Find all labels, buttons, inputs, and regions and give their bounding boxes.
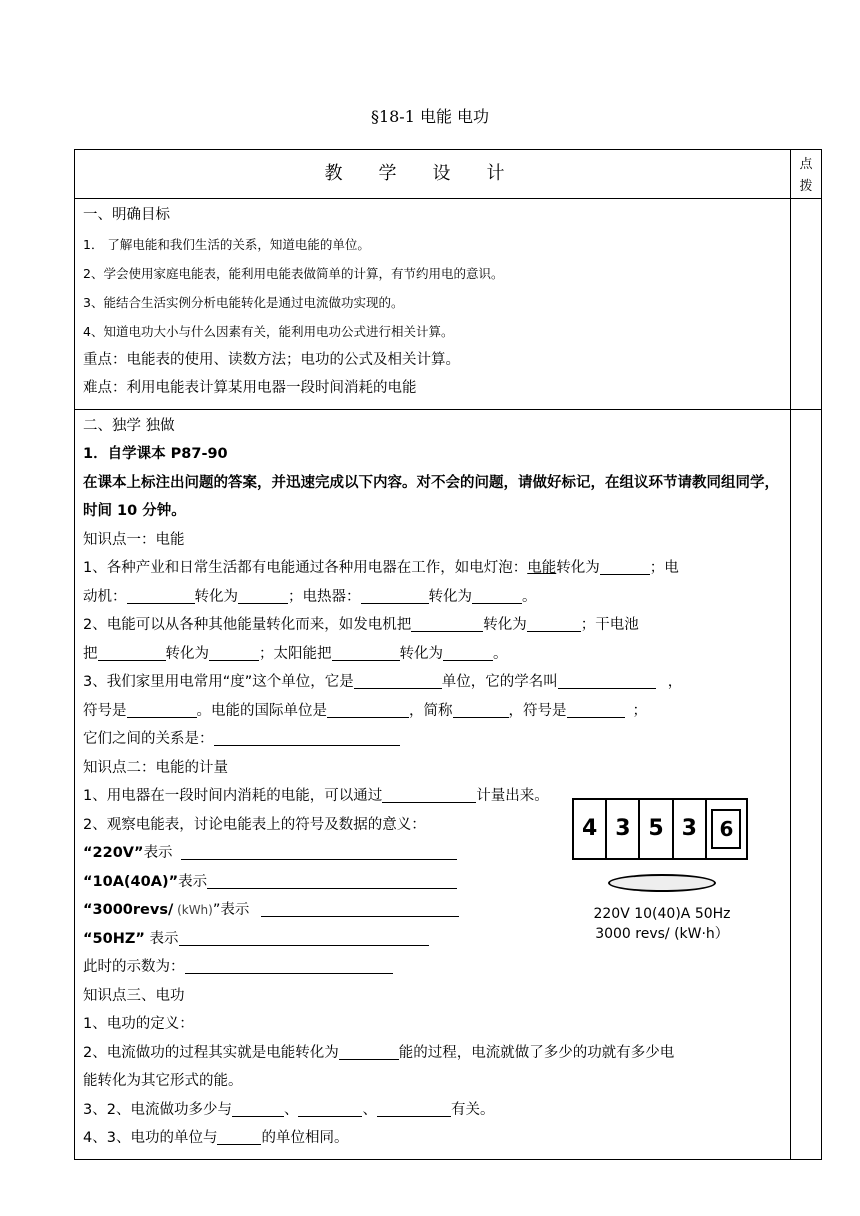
blank-field[interactable]	[527, 614, 581, 632]
section2-heading: 二、独学 独做	[83, 417, 175, 434]
text: 转化为	[194, 588, 238, 605]
text: “10A(40A)”	[83, 873, 179, 890]
text: ”表示	[212, 902, 250, 918]
k3-q1: 1、电功的定义：	[83, 1016, 194, 1032]
side-header-2: 拨	[799, 179, 813, 194]
blank-field[interactable]	[238, 586, 288, 604]
k3-q3	[83, 1096, 782, 1125]
text: 能的过程，电流就做了多少的功就有多少电	[398, 1044, 675, 1061]
meter-digit: 3	[674, 800, 707, 858]
text: 3、我们家里用电常用“度”这个单位，它是	[83, 674, 354, 690]
meter-decimal-digit: 6	[711, 809, 741, 849]
text: 1、各种产业和日常生活都有电能通过各种用电器在工作，如电灯泡：	[83, 560, 528, 576]
text: ；太阳能把	[259, 645, 332, 662]
blank-field[interactable]	[298, 1099, 362, 1117]
text: ；电	[649, 560, 679, 576]
text: 表示	[144, 930, 179, 947]
k2-title: 知识点二：电能的计量	[83, 759, 228, 776]
k3-q4	[83, 1124, 782, 1153]
blank-field[interactable]	[207, 871, 457, 889]
electric-meter-figure	[572, 798, 752, 948]
blank-field[interactable]	[232, 1099, 284, 1117]
blank-field[interactable]	[214, 728, 400, 746]
section-goals	[75, 199, 791, 410]
text: “220V”	[83, 845, 144, 861]
blank-field[interactable]	[332, 643, 400, 661]
blank-field[interactable]	[443, 643, 493, 661]
meter-decimal-box	[707, 800, 746, 858]
meter-spec-2: 3000 revs/ (kW·h）	[595, 926, 729, 942]
page-title: §18-1 电能 电功	[370, 107, 490, 126]
text: 、	[283, 1101, 299, 1118]
blank-field[interactable]	[339, 1042, 399, 1060]
blank-field[interactable]	[600, 557, 650, 575]
blank-field[interactable]	[209, 643, 259, 661]
k1-q3-line3	[83, 725, 782, 754]
text: 有关。	[450, 1101, 495, 1118]
text: “50HZ”	[83, 930, 145, 947]
text: 单位，它的学名叫	[441, 674, 558, 690]
table-header: 教学设计	[75, 150, 791, 199]
side-notes-2	[791, 409, 822, 1159]
text: 计量出来。	[476, 788, 549, 804]
k1-q2-line2	[83, 640, 782, 669]
text: 1、用电器在一段时间内消耗的电能，可以通过	[83, 788, 383, 804]
text: ；	[632, 702, 647, 719]
text: 的单位相同。	[261, 1130, 349, 1146]
text: 表示	[178, 873, 208, 890]
difficulty: 难点：利用电能表计算某用电器一段时间消耗的电能	[83, 380, 417, 396]
teaching-design-table	[74, 149, 822, 1160]
blank-field[interactable]	[472, 586, 522, 604]
blank-field[interactable]	[382, 785, 476, 803]
text: 转化为	[165, 645, 209, 662]
k1-title: 知识点一：电能	[83, 531, 185, 548]
k1-q1-line2	[83, 583, 782, 612]
k3-title: 知识点三、电功	[83, 987, 185, 1004]
text: 它们之间的关系是：	[83, 731, 214, 747]
side-notes-1	[791, 199, 822, 410]
self-study-ref: 1．自学课本 P87-90	[83, 446, 228, 462]
blank-field[interactable]	[98, 643, 166, 661]
section-self-study	[75, 409, 791, 1159]
k2-q2: 2、观察电能表，讨论电能表上的符号及数据的意义：	[83, 816, 426, 833]
text: 。电能的国际单位是	[196, 702, 327, 719]
text: 。	[522, 588, 537, 605]
text: “3000revs/	[83, 902, 174, 918]
k1-q3-line2	[83, 697, 782, 726]
text: 3、2、电流做功多少与	[83, 1101, 232, 1118]
side-header-1: 点	[799, 157, 813, 172]
blank-field[interactable]	[185, 956, 393, 974]
underlined-word: 电能	[527, 560, 557, 576]
text: (kWh)	[173, 903, 213, 917]
text: ；干电池	[580, 617, 639, 633]
blank-field[interactable]	[181, 842, 457, 860]
blank-field[interactable]	[361, 586, 429, 604]
k1-q3-line1	[83, 668, 782, 697]
text: 把	[83, 645, 98, 662]
text: 表示	[143, 845, 173, 861]
text: 4、3、电功的单位与	[83, 1130, 218, 1146]
text: 转化为	[399, 645, 443, 662]
instruction: 在课本上标注出问题的答案，并迅速完成以下内容。对不会的问题，请做好标记，在组议环节请教同组同学，时间 10 分钟。	[83, 474, 779, 519]
goal-1: 1． 了解电能和我们生活的关系，知道电能的单位。	[83, 236, 370, 252]
blank-field[interactable]	[261, 899, 459, 917]
side-header	[791, 150, 822, 199]
blank-field[interactable]	[558, 671, 656, 689]
text: 2、电能可以从各种其他能量转化而来，如发电机把	[83, 617, 412, 633]
text: ；电热器：	[288, 588, 361, 605]
meter-digit: 4	[574, 800, 607, 858]
k1-q1-line1	[83, 554, 782, 583]
text: ，	[667, 674, 683, 690]
section1-heading: 一、明确目标	[83, 207, 170, 223]
meter-digit: 5	[640, 800, 673, 858]
k1-q2-line1	[83, 611, 782, 640]
blank-field[interactable]	[327, 700, 409, 718]
text: 此时的示数为：	[83, 959, 185, 975]
blank-field[interactable]	[179, 928, 429, 946]
blank-field[interactable]	[377, 1099, 451, 1117]
text: ，简称	[409, 702, 453, 719]
blank-field[interactable]	[567, 700, 625, 718]
blank-field[interactable]	[354, 671, 442, 689]
text: ，符号是	[508, 702, 567, 719]
text: 符号是	[83, 702, 127, 719]
goal-4: 4、知道电功大小与什么因素有关，能利用电功公式进行相关计算。	[83, 323, 454, 339]
text: 2、电流做功的过程其实就是电能转化为	[83, 1044, 339, 1061]
blank-field[interactable]	[127, 700, 197, 718]
blank-field[interactable]	[453, 700, 509, 718]
text: 转化为	[483, 617, 527, 633]
reading-line	[83, 953, 782, 982]
meter-spec-1: 220V 10(40)A 50Hz	[593, 906, 731, 922]
blank-field[interactable]	[127, 586, 195, 604]
text: 转化为	[556, 560, 600, 576]
key-point: 重点：电能表的使用、读数方法；电功的公式及相关计算。	[83, 351, 460, 368]
blank-field[interactable]	[411, 614, 483, 632]
meter-digit: 3	[607, 800, 640, 858]
goal-3: 3、能结合生活实例分析电能转化是通过电流做功实现的。	[83, 294, 404, 310]
goal-2: 2、学会使用家庭电能表，能利用电能表做简单的计算，有节约用电的意识。	[83, 265, 504, 281]
k3-q2-line1	[83, 1039, 782, 1068]
text: 动机：	[83, 588, 127, 605]
k3-q2-line2: 能转化为其它形式的能。	[83, 1073, 243, 1089]
text: 、	[362, 1101, 377, 1118]
meter-digits	[572, 798, 748, 860]
meter-disc-icon	[608, 874, 716, 892]
text: 。	[493, 645, 508, 662]
blank-field[interactable]	[217, 1127, 261, 1145]
text: 转化为	[428, 588, 472, 605]
